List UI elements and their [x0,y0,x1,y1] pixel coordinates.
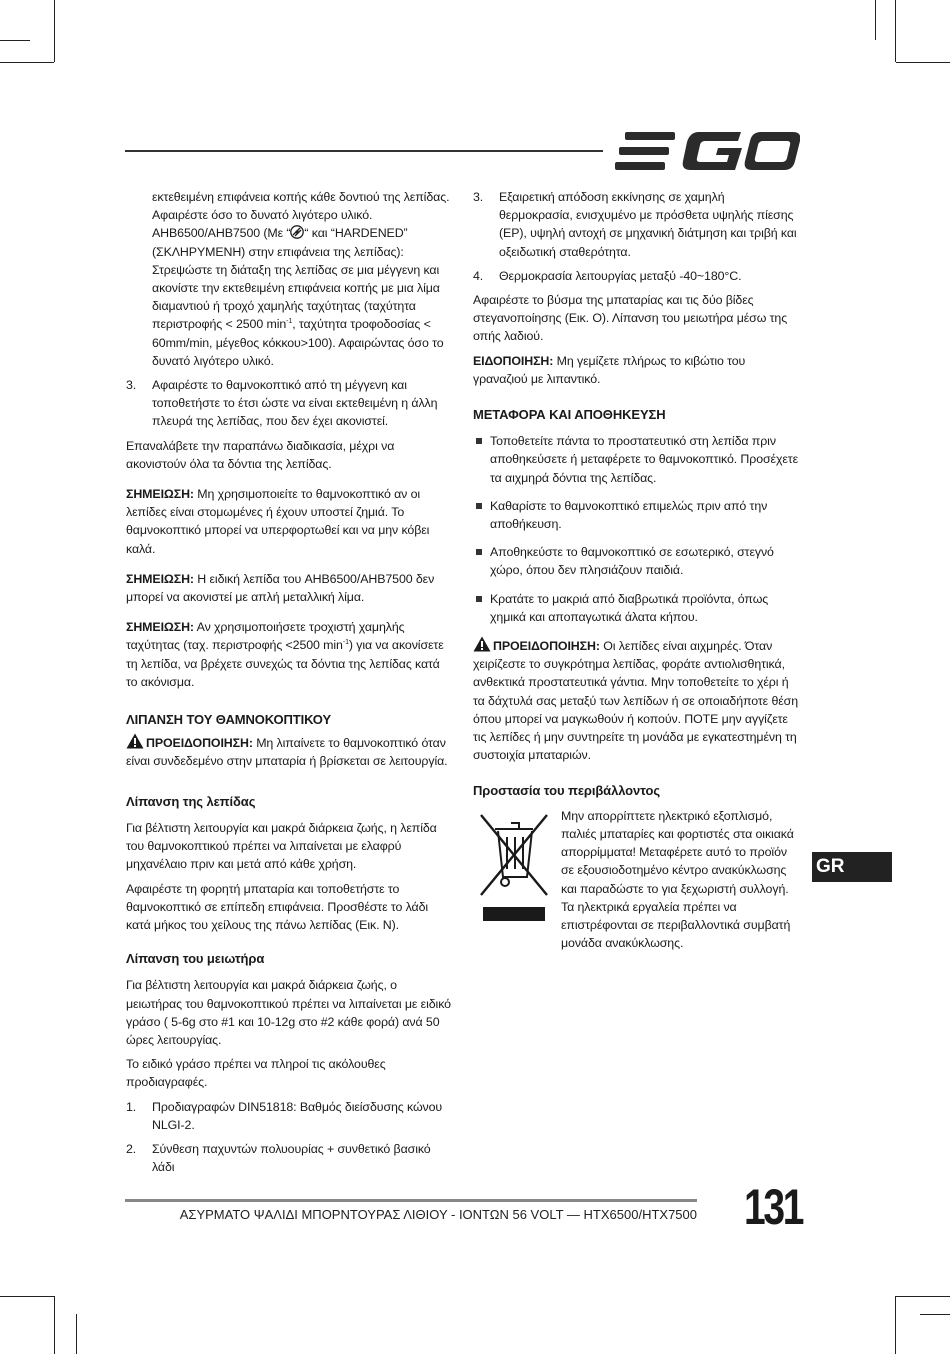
note-text: Μη χρησιμοποιείτε το θαμνοκοπτικό αν οι λεπίδες είναι στομωμένες ή έχουν υποστεί ζημιά. Το θαμνοκοπτικό μπορεί να υπερφορτωθεί και να μην κόβει καλά. [126,487,430,556]
screw-paragraph: Αφαιρέστε το βύσμα της μπαταρίας και τις δύο βίδες στεγανοποίησης (Εικ. O). Λίπανση του μειωτήρα μέσω της οπής λαδιού. [473,293,788,344]
crop-mark [54,1296,55,1354]
spec-text: Θερμοκρασία λειτουργίας μεταξύ -40~180°C. [499,268,742,283]
superscript: -1 [342,639,349,647]
spec-number: 2. [126,1141,137,1156]
text-span: “ και “HARDENED” (ΣΚΛΗΡΥΜΕΝΗ) στην επιφάνεια της λεπίδας): Στρεψώστε τη διάταξη της λεπίδας σε μια μέγγενη και ακονίστε την εκτεθειμένη επιφάνεια κοπής με μια λίμα διαμαντιού ή τροχό χαμηλής ταχύτητας (ταχύτητα περιστροφής < 2500 min [152,226,440,332]
gear-lubrication-heading: Λίπανση του μειωτήρα [126,951,265,967]
crop-mark [920,1314,950,1315]
language-tab: GR [812,852,892,882]
gear-paragraph-2: Το ειδικό γράσο πρέπει να πληροί τις ακόλουθες προδιαγραφές. [126,1057,386,1090]
warning-label: ΠΡΟΕΙΔΟΠΟΙΗΣΗ: [146,736,253,751]
note-text: Αν χρησιμοποιήσετε τροχιστή χαμηλής ταχύτητας (ταχ. περιστροφής <2500 min [126,620,405,653]
footer-rule [125,1199,697,1202]
superscript: -1 [286,318,293,326]
environment-block [473,807,801,953]
note-label: ΣΗΜΕΙΩΣΗ: [126,620,194,635]
bullet-square-icon [473,543,490,579]
gear-paragraph-1: Για βέλτιστη λειτουργία και μακρά διάρκεια ζωής, ο μειωτήρας του θαμνοκοπτικού πρέπει να λιπαίνεται με ειδικό γράσο ( 5-6g στο #1 και 10-12g στο #2 κάθε φορά) ανά 50 ώρες λειτουργίας. [126,978,451,1047]
repeat-paragraph: Επαναλάβετε την παραπάνω διαδικασία, μέχρι να ακονιστούν όλα τα δόντια της λεπίδας. [126,438,395,471]
hardened-blade-icon [290,225,304,239]
bullet-text: Κρατάτε το μακριά από διαβρωτικά προϊόντα, όπως χημικά και αποπαγωτικά άλατα κήπου. [490,591,769,624]
note-text: ) για να ακονίσετε τη λεπίδα, να βρέχετε συνεχώς τα δόντια της λεπίδας κατά το ακόνισμα. [126,638,444,689]
bullet-item [473,497,801,533]
ego-logo [615,128,800,174]
spec-number: 3. [473,190,484,204]
note-text: Η ειδική λεπίδα του AHB6500/AHB7500 δεν μπορεί να ακονιστεί με απλή μεταλλική λίμα. [126,571,435,605]
blade-warning [473,636,801,764]
header-rule [125,150,603,152]
crop-mark [0,1296,54,1297]
spec-text: Εξαιρετική απόδοση εκκίνησης σε χαμηλή θερμοκρασία, ενισχυμένο με πρόσθετα υψηλής πίεσης (EP), υψηλή αντοχή σε μηχανική διάτμηση και τριβή και οξειδωτική σταθερότητα. [499,190,797,259]
spec-1 [126,1098,454,1134]
note-3 [126,618,454,691]
spec-4 [473,267,801,285]
crop-mark [895,0,896,62]
warning-text: Μη λιπαίνετε το θαμνοκοπτικό όταν είναι συνδεδεμένο στην μπαταρία ή βρίσκεται σε λειτουργία. [126,736,448,769]
note-1 [126,485,454,558]
bullet-item [473,590,801,626]
crop-mark [76,1314,77,1354]
environment-heading: Προστασία του περιβάλλοντος [473,783,660,799]
blade-paragraph-2: Αφαιρέστε τη φορητή μπαταρία και τοποθετήστε το θαμνοκοπτικό σε επίπεδη επιφάνεια. Προσθέστε το λάδι κατά μήκος του χείλους της πάνω λεπίδας (Εικ. N). [126,881,429,932]
bullet-item [473,543,801,579]
step-text: Αφαιρέστε το θαμνοκοπτικό από τη μέγγενη και τοποθετήστε το έτσι ώστε να είναι εκτεθειμένη η άλλη πλευρά της λεπίδας, που δεν έχει ακονιστεί. [152,378,438,429]
bullet-text: Αποθηκεύστε το θαμνοκοπτικό σε εσωτερικό, στεγνό χώρο, όπου δεν πλησιάζουν παιδιά. [490,545,774,578]
sharpen-continuation [126,188,454,370]
crop-mark [875,0,876,40]
crop-mark [0,40,30,41]
bullet-square-icon [473,590,490,626]
footer-title: ΑΣΥΡΜΑΤΟ ΨΑΛΙΔΙ ΜΠΟΡΝΤΟΥΡΑΣ ΛΙΘΙΟΥ - ΙΟΝΤΩΝ 56 VOLT — HTX6500/HTX7500 [179,1207,697,1222]
warning-text: Οι λεπίδες είναι αιχμηρές. Όταν χειρίζεστε το συγκρότημα λεπίδας, φοράτε αντιολισθητικά, ανθεκτικά προστατευτικά γάντια. Μην τοποθετείτε το χέρι ή τα δάχτυλά σας μεταξύ των λεπίδων ή σε οποιαδήποτε θέση όπου μπορεί να μαγκωθούν ή κοπούν. ΠΟΤΕ μην αγγίζετε τις λεπίδες ή μην συντηρείτε τη μονάδα με εγκατεστημένη τη συστοιχία μπαταριών. [473,639,799,763]
blade-paragraph-1: Για βέλτιστη λειτουργία και μακρά διάρκεια ζωής, η λεπίδα του θαμνοκοπτικού πρέπει να λιπαίνεται με ελαφρύ μηχανέλαιο πριν και μετά από κάθε χρήση. [126,820,437,872]
step-number: 3. [126,378,137,393]
bullet-item [473,432,801,487]
blade-lubrication-heading: Λίπανση της λεπίδας [126,793,256,809]
note-label: ΣΗΜΕΙΩΣΗ: [126,571,194,586]
crop-mark [896,1296,950,1297]
warning-triangle-icon [473,636,491,652]
notice [473,352,801,388]
bullet-text: Καθαρίστε το θαμνοκοπτικό επιμελώς πριν από την αποθήκευση. [490,498,768,532]
spec-2 [126,1140,454,1176]
bullet-square-icon [473,432,490,487]
crop-mark [895,1296,896,1354]
note-2 [126,570,454,606]
warning-label: ΠΡΟΕΙΔΟΠΟΙΗΣΗ: [493,639,600,654]
spec-text: Σύνθεση παχυντών πολυουρίας + συνθετικό βασικό λάδι [152,1141,431,1175]
spec-number: 1. [126,1099,137,1114]
page-number: 131 [744,1179,803,1235]
crop-mark [0,62,54,63]
transport-storage-heading: ΜΕΤΑΦΟΡΑ ΚΑΙ ΑΠΟΘΗΚΕΥΣΗ [473,407,666,423]
text-span: εκτεθειμένη επιφάνεια κοπής κάθε δοντιού της λεπίδας. Αφαιρέστε όσο το δυνατό λιγότερο υλικό. AHB6500/AHB7500 (Με “ [152,190,450,241]
right-column [473,188,801,952]
crossed-out-wheelie-bin-icon [473,807,553,917]
spec-number: 4. [473,268,484,283]
spec-text: Προδιαγραφών DIN51818: Βαθμός διείσδυσης κώνου NLGI-2. [152,1099,443,1132]
warning-triangle-icon [126,733,144,749]
lubrication-heading: ΛΙΠΑΝΣΗ ΤΟΥ ΘΑΜΝΟΚΟΠΤΙΚΟΥ [126,712,332,728]
bullet-text: Τοποθετείτε πάντα το προστατευτικό στη λεπίδα πριν αποθηκεύσετε ή μεταφέρετε το θαμνοκοπτικό. Προσέχετε τα αιχμηρά δόντια της λεπίδας. [490,434,799,485]
text-span: , ταχύτητα τροφοδοσίας < 60mm/min, μέγεθος κόκκου>100). Αφαιρώντας όσο το δυνατό λιγότερο υλικό. [152,317,444,368]
lubrication-warning [126,733,454,770]
crop-mark [896,62,950,63]
crop-mark [54,0,55,62]
left-column [126,188,454,1182]
bullet-square-icon [473,497,490,533]
step-3 [126,376,454,431]
note-label: ΣΗΜΕΙΩΣΗ: [126,487,194,502]
spec-3 [473,188,801,261]
notice-text: Μη γεμίζετε πλήρως το κιβώτιο του γραναζιού με λιπαντικό. [473,353,746,386]
environment-text: Μην απορρίπτετε ηλεκτρικό εξοπλισμό, παλιές μπαταρίες και φορτιστές στα οικιακά απορρίμματα! Μεταφέρετε αυτό το προϊόν σε εξουσιοδοτημένο κέντρο ανακύκλωσης και παραδώστε το για ξεχωριστή συλλογή. Τα ηλεκτρικά εργαλεία πρέπει να επιστρέφονται σε περιβαλλοντικά συμβατή μονάδα ανακύκλωσης. [561,808,794,951]
notice-label: ΕΙΔΟΠΟΙΗΣΗ: [473,353,554,368]
